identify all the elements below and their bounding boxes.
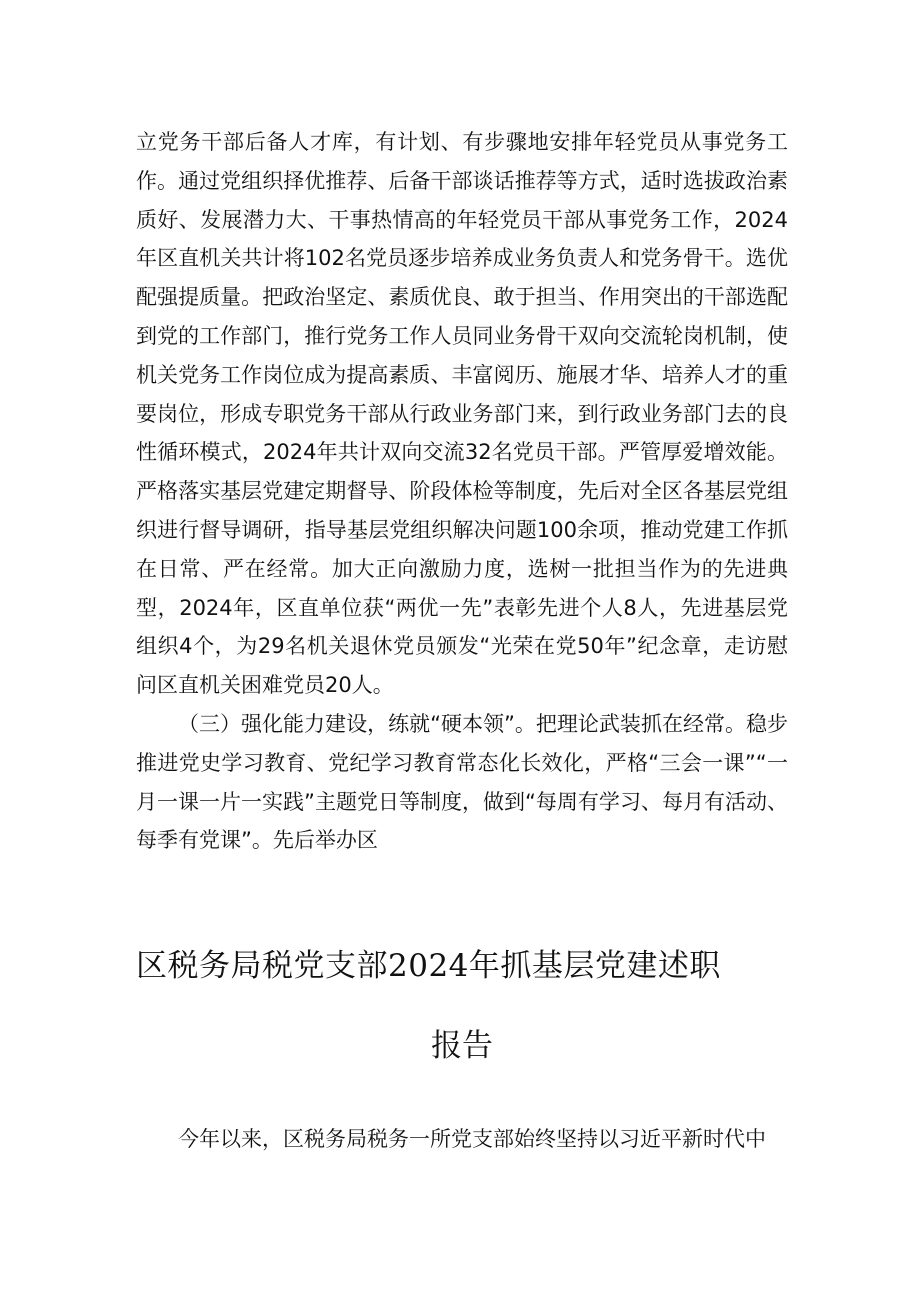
paragraph-capability-building: （三）强化能力建设，练就“硬本领”。把理论武装抓在经常。稳步推进党史学习教育、党纪学习教育常态化长效化，严格“三会一课”“一月一课一片一实践”主题党日等制度，做到“每周有学习、每月有活动、每季有党课”。先后举办区 (136, 711, 788, 853)
report-opening-paragraph: 今年以来，区税务局税务一所党支部始终坚持以习近平新时代中 (178, 1127, 766, 1151)
paragraph-party-cadre-building: 立党务干部后备人才库，有计划、有步骤地安排年轻党员从事党务工作。通过党组织择优推荐、后备干部谈话推荐等方式，适时选拔政治素质好、发展潜力大、干事热情高的年轻党员干部从事党务工作，2024年区直机关共计将102名党员逐步培养成业务负责人和党务骨干。选优配强提质量。把政治坚定、素质优良、敢于担当、作用突出的干部选配到党的工作部门，推行党务工作人员同业务骨干双向交流轮岗机制，使机关党务工作岗位成为提高素质、丰富阅历、施展才华、培养人才的重要岗位，形成专职党务干部从行政业务部门来，到行政业务部门去的良性循环模式，2024年共计双向交流32名党员干部。严管厚爱增效能。严格落实基层党建定期督导、阶段体检等制度，先后对全区各基层党组织进行督导调研，指导基层党组织解决问题100余项，推动党建工作抓在日常、严在经常。加大正向激励力度，选树一批担当作为的先进典型，2024年，区直单位获“两优一先”表彰先进个人8人，先进基层党组织4个，为29名机关退休党员颁发“光荣在党50年”纪念章，走访慰问区直机关困难党员20人。 (136, 130, 788, 698)
report-title-line-2: 报告 (431, 1028, 493, 1064)
body-text-section (136, 123, 788, 860)
report-title-line-1: 区税务局税党支部2024年抓基层党建述职 (136, 948, 721, 984)
